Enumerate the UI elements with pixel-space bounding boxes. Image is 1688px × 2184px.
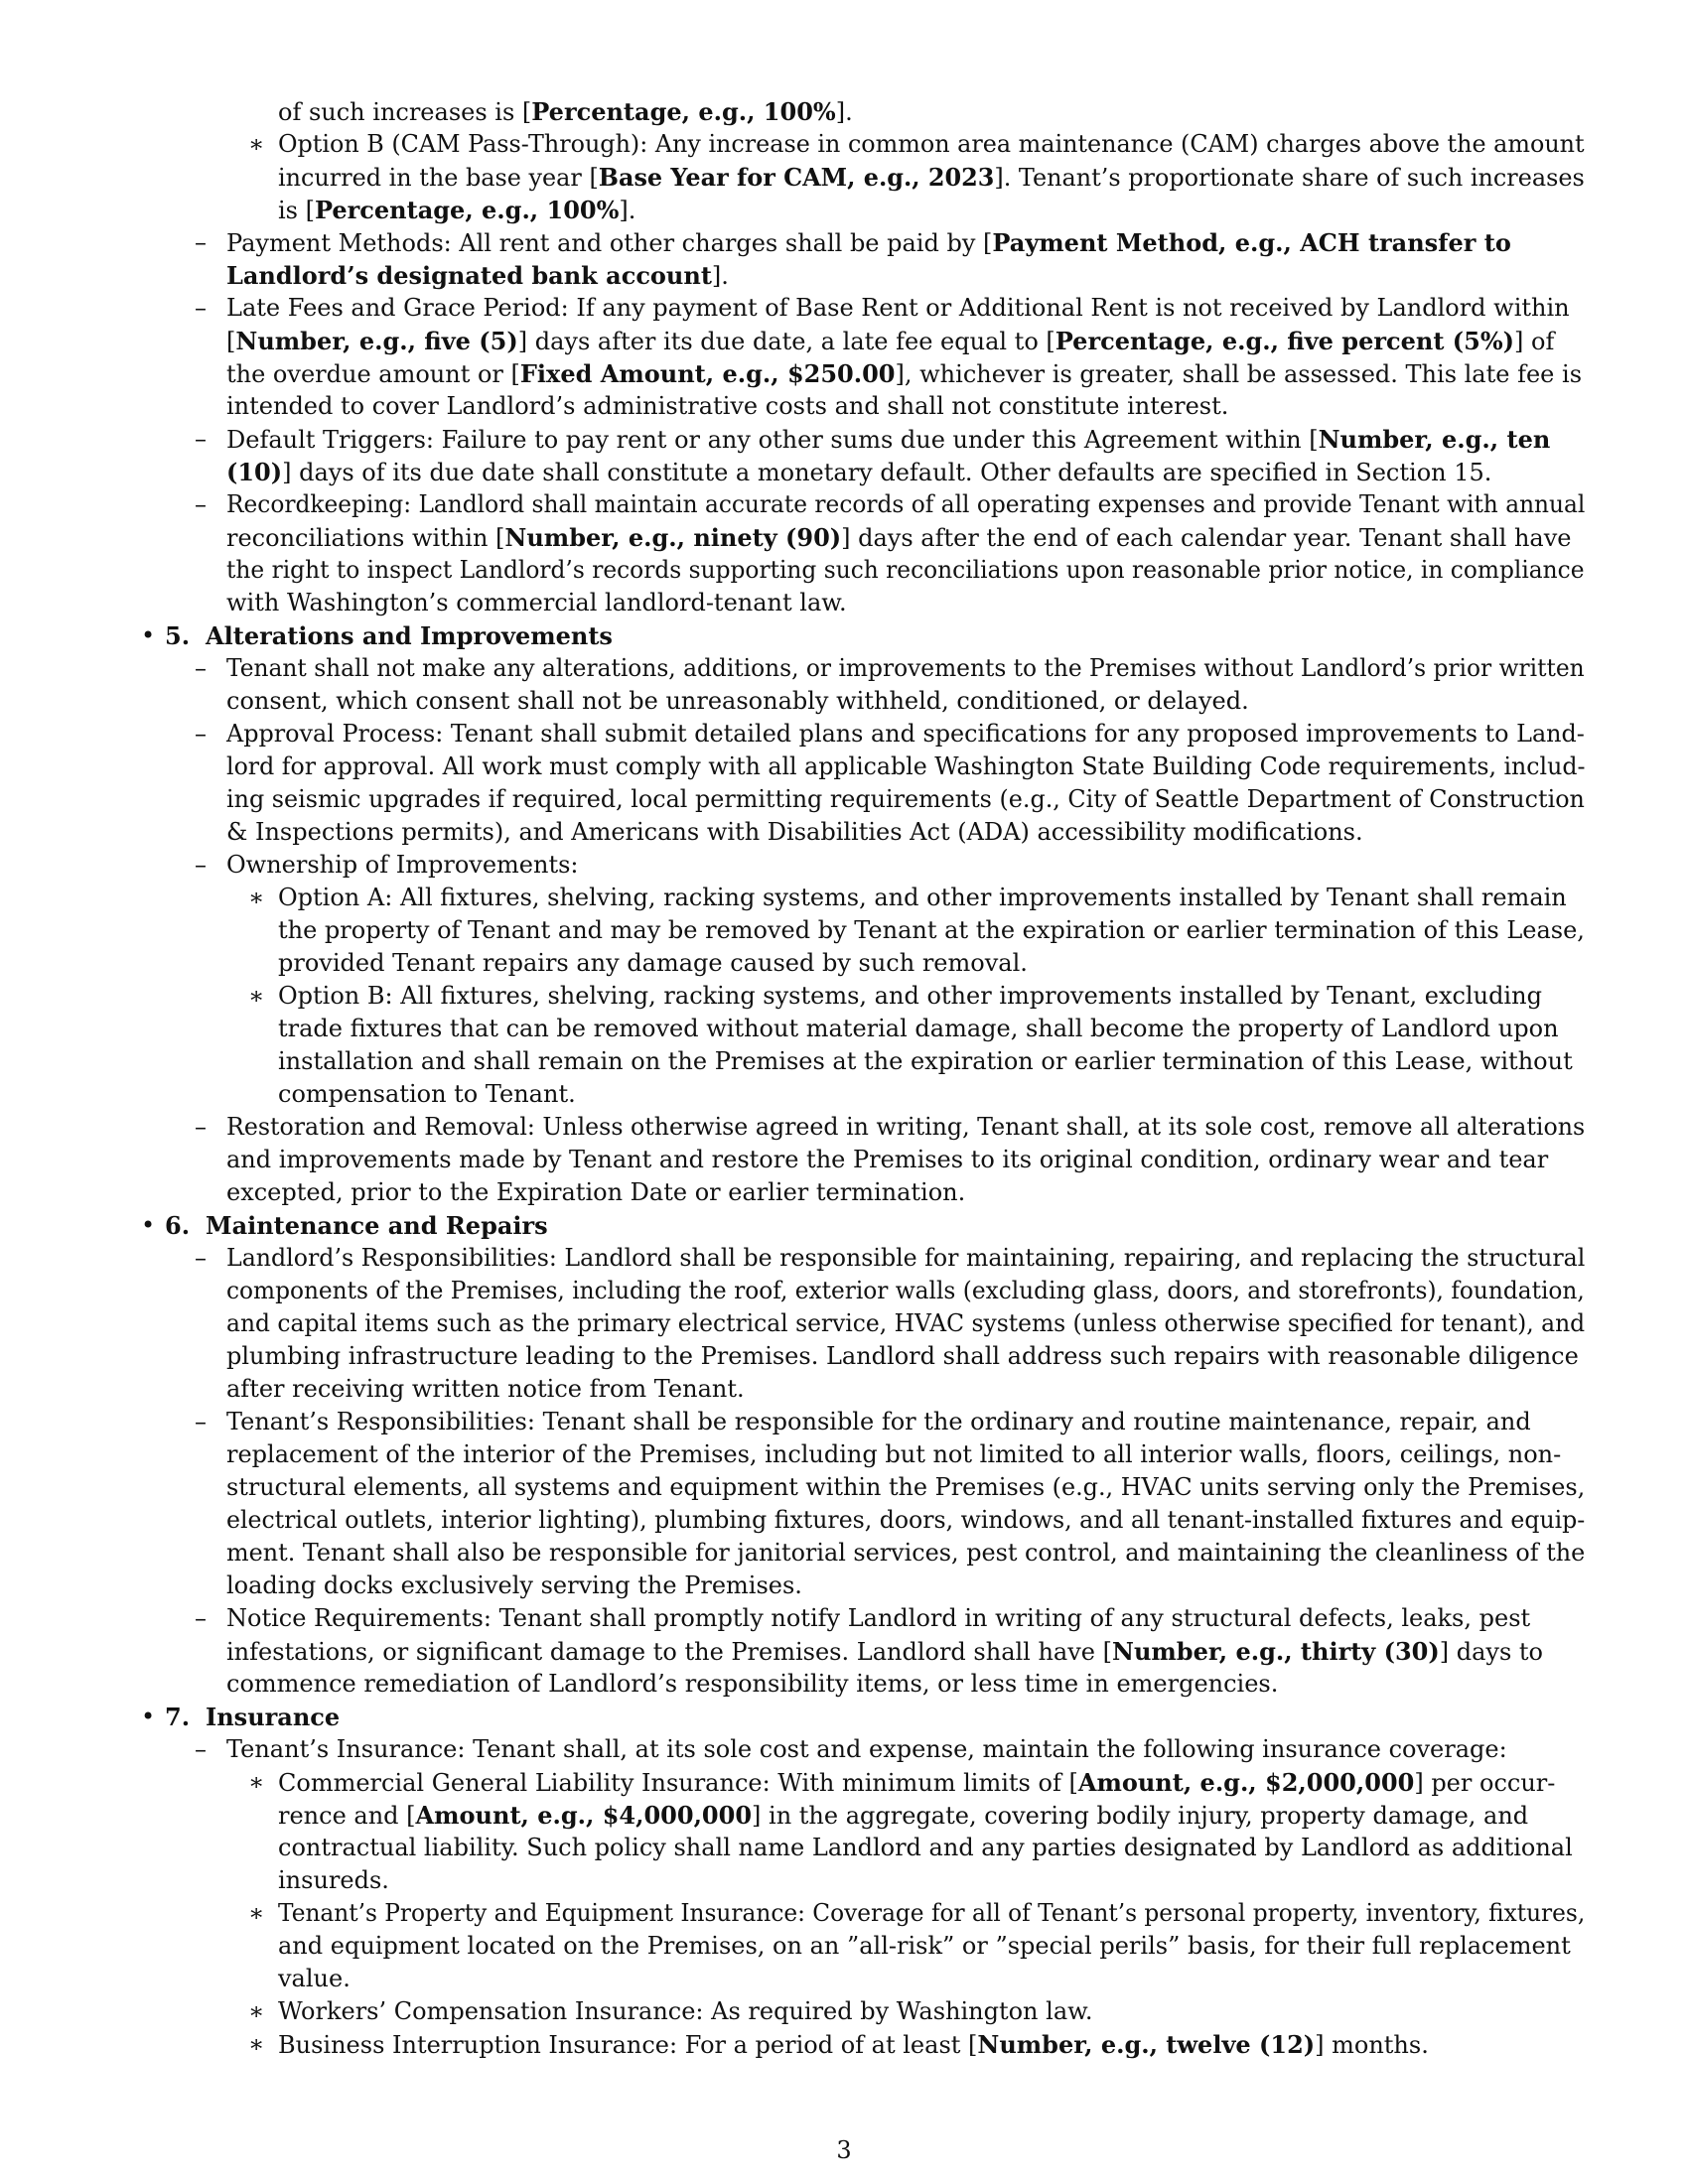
line-text <box>226 751 1585 783</box>
text-line <box>0 1307 1688 1340</box>
asterisk-bullet-icon: ∗ <box>248 2030 265 2058</box>
line-text <box>226 1275 1585 1307</box>
text-line <box>0 95 1688 128</box>
line-text <box>226 1111 1585 1144</box>
line-text <box>226 1570 802 1602</box>
text-run: reconciliations within [ <box>226 524 505 552</box>
text-line <box>0 816 1688 849</box>
dash-bullet-icon: – <box>195 654 207 682</box>
text-line <box>0 128 1688 161</box>
text-run: the overdue amount or [ <box>226 360 520 388</box>
line-text <box>226 1242 1585 1275</box>
text-line <box>0 1930 1688 1963</box>
text-run: electrical outlets, interior lighting), plumbing fixtures, doors, windows, and all tenant-installed fixtures and equip- <box>226 1506 1586 1534</box>
line-text <box>278 1930 1571 1963</box>
text-run: Tenant’s Property and Equipment Insurance: Coverage for all of Tenant’s personal property, inventory, fixtures, <box>278 1899 1586 1927</box>
text-run: trade fixtures that can be removed without material damage, shall become the property of Landlord upon <box>278 1015 1559 1042</box>
line-text <box>226 1471 1585 1504</box>
text-run: is [ <box>278 197 315 224</box>
text-run: with Washington’s commercial landlord-tenant law. <box>226 589 847 616</box>
text-run: structural elements, all systems and equipment within the Premises (e.g., HVAC units serving only the Premises, <box>226 1473 1586 1501</box>
line-text <box>226 325 1554 358</box>
text-run: compensation to Tenant. <box>278 1080 576 1108</box>
line-text <box>226 554 1585 587</box>
dash-bullet-icon: – <box>195 1244 207 1272</box>
text-run: ] days after its due date, a late fee equal to [ <box>517 328 1055 355</box>
section-title: Maintenance and Repairs <box>206 1211 548 1240</box>
placeholder-field: Number, e.g., five (5) <box>235 327 518 355</box>
text-line <box>0 587 1688 619</box>
text-line <box>0 882 1688 914</box>
text-run: excepted, prior to the Expiration Date or earlier termination. <box>226 1178 966 1206</box>
line-text <box>226 423 1550 457</box>
text-run: the right to inspect Landlord’s records supporting such reconciliations upon reasonable prior notice, in compliance <box>226 556 1585 584</box>
line-text <box>226 1537 1585 1570</box>
placeholder-field: Amount, e.g., $2,000,000 <box>1077 1768 1415 1797</box>
line-text <box>226 488 1585 521</box>
line-text <box>278 1963 351 1995</box>
text-run: commence remediation of Landlord’s responsibility items, or less time in emergencies. <box>226 1670 1279 1698</box>
text-line <box>0 947 1688 980</box>
line-text <box>278 128 1585 161</box>
text-line <box>0 1013 1688 1045</box>
text-run: ] days to <box>1439 1638 1543 1666</box>
text-line <box>0 1766 1688 1799</box>
text-run: Business Interruption Insurance: For a period of at least [ <box>278 2031 978 2059</box>
text-run: Ownership of Improvements: <box>226 851 579 879</box>
line-text <box>278 1864 389 1897</box>
text-line <box>0 1078 1688 1111</box>
line-text <box>226 1733 1507 1766</box>
line-text <box>278 1799 1528 1833</box>
text-line <box>0 652 1688 685</box>
section-number: 5. <box>165 621 191 650</box>
line-text <box>278 1995 1092 2028</box>
line-text <box>226 718 1585 751</box>
text-run: replacement of the interior of the Premises, including but not limited to all interior walls, floors, ceilings, non- <box>226 1440 1562 1468</box>
text-run: Option B: All fixtures, shelving, racking systems, and other improvements installed by Tenant, excluding <box>278 982 1542 1010</box>
text-run: ] in the aggregate, covering bodily injury, property damage, and <box>752 1802 1529 1830</box>
text-line <box>0 1406 1688 1438</box>
text-run: Option A: All fixtures, shelving, racking systems, and other improvements installed by Tenant shall remain <box>278 884 1567 911</box>
text-run: Late Fees and Grace Period: If any payment of Base Rent or Additional Rent is not received by Landlord within <box>226 294 1570 322</box>
text-run: [ <box>226 328 236 355</box>
text-line <box>0 1176 1688 1209</box>
text-run: and improvements made by Tenant and restore the Premises to its original condition, ordinary wear and tear <box>226 1146 1549 1173</box>
text-line <box>0 521 1688 554</box>
text-line <box>0 1897 1688 1930</box>
text-line <box>0 2028 1688 2061</box>
placeholder-field: Landlord’s designated bank account <box>226 261 712 290</box>
section-title: Insurance <box>206 1703 341 1731</box>
text-line <box>0 849 1688 882</box>
dash-bullet-icon: – <box>195 1735 207 1763</box>
line-text <box>226 816 1363 849</box>
text-line <box>0 1602 1688 1635</box>
text-run: installation and shall remain on the Premises at the expiration or earlier termination of this Lease, without <box>278 1047 1573 1075</box>
text-run: Landlord’s Responsibilities: Landlord shall be responsible for maintaining, repairing, and replacing the structural <box>226 1244 1586 1272</box>
text-run: of such increases is [ <box>278 98 532 126</box>
line-text <box>226 1504 1585 1537</box>
section-heading <box>0 1209 1688 1242</box>
line-text <box>226 1307 1585 1340</box>
text-run: plumbing infrastructure leading to the Premises. Landlord shall address such repairs with reasonable diligence <box>226 1342 1579 1370</box>
line-text <box>226 1635 1543 1669</box>
text-run: loading docks exclusively serving the Premises. <box>226 1571 802 1599</box>
dash-bullet-icon: – <box>195 490 207 518</box>
text-line <box>0 1799 1688 1832</box>
text-line <box>0 1275 1688 1307</box>
dash-bullet-icon: – <box>195 851 207 879</box>
line-text <box>226 1373 745 1406</box>
text-run: ]. <box>835 98 853 126</box>
line-text <box>278 2028 1429 2062</box>
placeholder-field: Number, e.g., twelve (12) <box>977 2030 1316 2059</box>
text-run: ] of <box>1514 328 1555 355</box>
text-line <box>0 1668 1688 1701</box>
text-line <box>0 685 1688 718</box>
bullet-icon: • <box>141 1703 156 1730</box>
asterisk-bullet-icon: ∗ <box>248 130 265 158</box>
text-run: ], whichever is greater, shall be assessed. This late fee is <box>895 360 1583 388</box>
line-text <box>226 259 729 293</box>
dash-bullet-icon: – <box>195 425 207 453</box>
section-title: Alterations and Improvements <box>206 621 613 650</box>
line-text <box>278 882 1567 914</box>
text-run: infestations, or significant damage to the Premises. Landlord shall have [ <box>226 1638 1112 1666</box>
dash-bullet-icon: – <box>195 1113 207 1141</box>
text-run: Tenant’s Responsibilities: Tenant shall be responsible for the ordinary and routine maintenance, repair, and <box>226 1408 1531 1435</box>
text-run: rence and [ <box>278 1802 416 1830</box>
line-text <box>278 194 635 227</box>
line-text <box>278 1897 1585 1930</box>
text-run: Recordkeeping: Landlord shall maintain accurate records of all operating expenses and provide Tenant with annual <box>226 490 1586 518</box>
text-line <box>0 1963 1688 1995</box>
text-line <box>0 161 1688 194</box>
line-text <box>226 685 1249 718</box>
text-line <box>0 980 1688 1013</box>
text-line <box>0 1045 1688 1078</box>
text-run: value. <box>278 1965 351 1992</box>
text-run: ] per occur- <box>1414 1769 1556 1797</box>
text-line <box>0 325 1688 357</box>
text-line <box>0 1504 1688 1537</box>
text-run: ing seismic upgrades if required, local permitting requirements (e.g., City of Seattle Department of Construction <box>226 785 1585 813</box>
line-text <box>226 390 1228 423</box>
text-run: and equipment located on the Premises, on an ”all-risk” or ”special perils” basis, for their full replacement <box>278 1932 1571 1960</box>
placeholder-field: Percentage, e.g., five percent (5%) <box>1055 327 1514 355</box>
line-text <box>278 1766 1555 1800</box>
text-line <box>0 488 1688 521</box>
text-line <box>0 914 1688 947</box>
line-text <box>226 1340 1579 1373</box>
text-line <box>0 1570 1688 1602</box>
placeholder-field: Fixed Amount, e.g., $250.00 <box>519 359 896 388</box>
text-run: ]. <box>619 197 636 224</box>
text-run: lord for approval. All work must comply with all applicable Washington State Building Code requirements, includ- <box>226 752 1586 780</box>
line-text <box>278 1832 1573 1864</box>
text-run: & Inspections permits), and Americans with Disabilities Act (ADA) accessibility modifications. <box>226 818 1363 846</box>
text-run: and capital items such as the primary electrical service, HVAC systems (unless otherwise specified for tenant), and <box>226 1309 1586 1337</box>
text-run: ] months. <box>1315 2031 1429 2059</box>
line-text <box>278 1013 1559 1045</box>
dash-bullet-icon: – <box>195 228 207 256</box>
asterisk-bullet-icon: ∗ <box>248 884 265 911</box>
placeholder-field: Percentage, e.g., 100% <box>314 196 620 224</box>
asterisk-bullet-icon: ∗ <box>248 982 265 1010</box>
line-text <box>226 1668 1278 1701</box>
text-line <box>0 718 1688 751</box>
bullet-icon: • <box>141 1211 156 1239</box>
line-text <box>278 914 1585 947</box>
placeholder-field: Amount, e.g., $4,000,000 <box>415 1801 753 1830</box>
text-line <box>0 783 1688 816</box>
text-line <box>0 226 1688 259</box>
text-run: after receiving written notice from Tenant. <box>226 1375 745 1403</box>
text-line <box>0 1373 1688 1406</box>
section-heading <box>0 1701 1688 1733</box>
line-text <box>278 161 1585 195</box>
text-line <box>0 1635 1688 1668</box>
text-run: intended to cover Landlord’s administrative costs and shall not constitute interest. <box>226 392 1229 420</box>
dash-bullet-icon: – <box>195 294 207 322</box>
text-run: consent, which consent shall not be unreasonably withheld, conditioned, or delayed. <box>226 687 1249 715</box>
dash-bullet-icon: – <box>195 720 207 748</box>
bullet-icon: • <box>141 621 156 649</box>
line-text <box>278 1045 1573 1078</box>
text-line <box>0 1242 1688 1275</box>
line-text <box>226 226 1511 260</box>
text-run: contractual liability. Such policy shall name Landlord and any parties designated by Landlord as additional <box>278 1834 1573 1861</box>
page-body <box>0 95 1688 2061</box>
line-text <box>226 652 1585 685</box>
line-text <box>278 980 1542 1013</box>
text-run: ment. Tenant shall also be responsible for janitorial services, pest control, and maintaining the cleanliness of the <box>226 1539 1586 1567</box>
line-text <box>226 1144 1548 1176</box>
asterisk-bullet-icon: ∗ <box>248 1997 265 2025</box>
page-number: 3 <box>836 2136 852 2164</box>
placeholder-field: Number, e.g., thirty (30) <box>1112 1637 1440 1666</box>
text-run: Commercial General Liability Insurance: With minimum limits of [ <box>278 1769 1078 1797</box>
line-text <box>226 783 1585 816</box>
text-line <box>0 259 1688 292</box>
text-run: provided Tenant repairs any damage caused by such removal. <box>278 949 1028 977</box>
text-run: ] days of its due date shall constitute a monetary default. Other defaults are specified in Section 15. <box>282 459 1492 486</box>
text-line <box>0 292 1688 325</box>
line-text <box>226 292 1570 325</box>
text-line <box>0 1537 1688 1570</box>
placeholder-field: Percentage, e.g., 100% <box>531 97 836 126</box>
text-line <box>0 1864 1688 1897</box>
text-line <box>0 357 1688 390</box>
text-run: components of the Premises, including the roof, exterior walls (excluding glass, doors, and storefronts), foundation, <box>226 1277 1585 1304</box>
text-run: Approval Process: Tenant shall submit detailed plans and specifications for any proposed improvements to Land- <box>226 720 1585 748</box>
text-line <box>0 554 1688 587</box>
dash-bullet-icon: – <box>195 1408 207 1435</box>
line-text <box>278 95 853 129</box>
text-run: Option B (CAM Pass-Through): Any increase in common area maintenance (CAM) charges above the amount <box>278 130 1585 158</box>
placeholder-field: Number, e.g., ninety (90) <box>504 523 842 552</box>
dash-bullet-icon: – <box>195 1604 207 1632</box>
text-line <box>0 1471 1688 1504</box>
text-run: Default Triggers: Failure to pay rent or any other sums due under this Agreement within [ <box>226 426 1319 454</box>
text-line <box>0 1111 1688 1144</box>
text-run: ]. Tenant’s proportionate share of such increases <box>994 164 1585 192</box>
asterisk-bullet-icon: ∗ <box>248 1768 265 1796</box>
text-line <box>0 751 1688 783</box>
asterisk-bullet-icon: ∗ <box>248 1899 265 1927</box>
text-run: incurred in the base year [ <box>278 164 599 192</box>
text-line <box>0 1995 1688 2028</box>
text-line <box>0 390 1688 423</box>
line-text <box>226 357 1582 391</box>
line-text <box>278 947 1028 980</box>
line-text <box>226 1176 965 1209</box>
section-number: 7. <box>165 1703 191 1731</box>
text-line <box>0 1733 1688 1766</box>
text-line <box>0 456 1688 488</box>
text-line <box>0 1340 1688 1373</box>
line-text <box>226 587 847 619</box>
line-text <box>226 456 1491 489</box>
line-text <box>226 521 1571 555</box>
text-line <box>0 1438 1688 1471</box>
placeholder-field: Payment Method, e.g., ACH transfer to <box>992 228 1511 257</box>
line-text <box>226 1406 1531 1438</box>
line-text <box>226 1602 1530 1635</box>
text-run: Tenant’s Insurance: Tenant shall, at its sole cost and expense, maintain the following insurance coverage: <box>226 1735 1507 1763</box>
section-heading <box>0 619 1688 652</box>
placeholder-field: Base Year for CAM, e.g., 2023 <box>598 163 995 192</box>
text-run: ]. <box>711 262 729 290</box>
text-run: Restoration and Removal: Unless otherwise agreed in writing, Tenant shall, at its sole cost, remove all alterations <box>226 1113 1586 1141</box>
text-run: insureds. <box>278 1866 389 1894</box>
line-text <box>226 1438 1561 1471</box>
text-line <box>0 194 1688 226</box>
text-run: the property of Tenant and may be removed by Tenant at the expiration or earlier termination of this Lease, <box>278 916 1585 944</box>
text-run: Workers’ Compensation Insurance: As required by Washington law. <box>278 1997 1093 2025</box>
text-line <box>0 1832 1688 1864</box>
text-run: Tenant shall not make any alterations, additions, or improvements to the Premises without Landlord’s prior written <box>226 654 1585 682</box>
line-text <box>278 1078 576 1111</box>
text-run: ] days after the end of each calendar year. Tenant shall have <box>841 524 1572 552</box>
text-run: Notice Requirements: Tenant shall promptly notify Landlord in writing of any structural defects, leaks, pest <box>226 1604 1531 1632</box>
line-text <box>226 849 579 882</box>
section-number: 6. <box>165 1211 191 1240</box>
placeholder-field: (10) <box>226 458 283 486</box>
text-line <box>0 423 1688 456</box>
placeholder-field: Number, e.g., ten <box>1318 425 1551 454</box>
text-line <box>0 1144 1688 1176</box>
text-run: Payment Methods: All rent and other charges shall be paid by [ <box>226 229 993 257</box>
